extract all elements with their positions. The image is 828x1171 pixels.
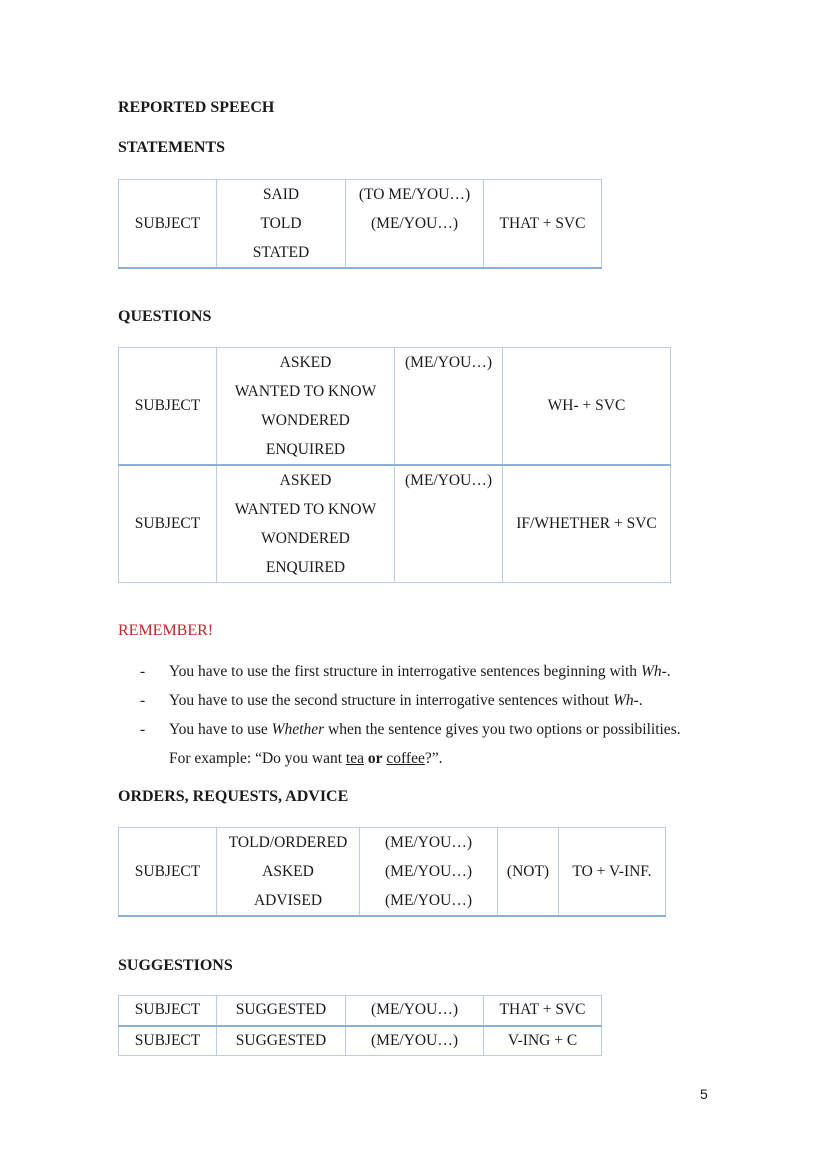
example-word-tea: tea: [345, 750, 364, 767]
questions-verb: WANTED TO KNOW: [234, 383, 377, 400]
questions-object: [395, 465, 503, 583]
questions-object-text: (ME/YOU…): [405, 472, 492, 489]
suggestions-heading: SUGGESTIONS: [118, 957, 233, 974]
page-title: REPORTED SPEECH: [118, 99, 275, 116]
statements-verb: SAID: [262, 186, 300, 203]
example-word-coffee: coffee: [386, 750, 425, 767]
questions-verbs: [217, 465, 395, 583]
orders-negation: (NOT): [498, 828, 559, 917]
questions-verbs: [217, 348, 395, 466]
orders-verb: ASKED: [262, 863, 314, 880]
list-item: [140, 657, 740, 686]
bullet-dash: -: [140, 721, 146, 738]
bullet-dash: -: [140, 692, 146, 709]
questions-verb: WONDERED: [261, 530, 350, 547]
remember-italic: Wh-: [612, 692, 639, 709]
remember-list: [140, 657, 740, 773]
suggestions-subject: SUBJECT: [119, 996, 217, 1026]
suggestions-result: THAT + SVC: [484, 996, 602, 1026]
questions-verb: ENQUIRED: [265, 441, 346, 458]
statements-result: THAT + SVC: [484, 180, 602, 269]
statements-object: (ME/YOU…): [371, 215, 458, 232]
orders-heading: ORDERS, REQUESTS, ADVICE: [118, 788, 349, 805]
questions-table: [118, 347, 671, 583]
table-row: [119, 996, 602, 1026]
orders-objects: [360, 828, 498, 917]
remember-end: .: [666, 663, 671, 680]
page-number: 5: [700, 1086, 708, 1102]
statements-verb: TOLD: [260, 215, 302, 232]
orders-verb: ADVISED: [253, 892, 323, 909]
statements-subject: SUBJECT: [119, 180, 217, 269]
questions-result: WH- + SVC: [503, 348, 671, 466]
statements-object: (TO ME/YOU…): [358, 186, 471, 203]
table-row: [119, 1026, 602, 1056]
remember-heading: REMEMBER!: [118, 622, 214, 639]
orders-verbs: [217, 828, 360, 917]
table-row: [119, 348, 671, 466]
questions-subject: SUBJECT: [119, 465, 217, 583]
example-or: or: [367, 750, 383, 767]
orders-object: (ME/YOU…): [385, 834, 472, 851]
suggestions-verb: SUGGESTED: [217, 996, 346, 1026]
example-post: ?”.: [424, 750, 443, 767]
orders-table: [118, 827, 666, 917]
remember-text: You have to use the second structure in interrogative sentences without: [169, 692, 613, 709]
orders-subject: SUBJECT: [119, 828, 217, 917]
orders-result: TO + V-INF.: [559, 828, 666, 917]
questions-verb: WANTED TO KNOW: [234, 501, 377, 518]
suggestions-subject: SUBJECT: [119, 1026, 217, 1056]
statements-table: [118, 179, 602, 269]
statements-verb: STATED: [252, 244, 310, 261]
suggestions-object: (ME/YOU…): [346, 996, 484, 1026]
questions-object-text: (ME/YOU…): [405, 354, 492, 371]
remember-text-end: when the sentence gives you two options or possibilities.: [324, 721, 681, 738]
statements-heading: STATEMENTS: [118, 139, 225, 156]
questions-verb: ASKED: [279, 472, 332, 489]
statements-verbs: [217, 180, 346, 269]
questions-subject: SUBJECT: [119, 348, 217, 466]
list-item: [140, 686, 740, 715]
statements-objects: [346, 180, 484, 269]
orders-object: (ME/YOU…): [385, 892, 472, 909]
example-pre: For example: “Do you want: [169, 750, 346, 767]
questions-verb: ASKED: [279, 354, 332, 371]
suggestions-verb: SUGGESTED: [217, 1026, 346, 1056]
remember-end: .: [638, 692, 643, 709]
orders-object: (ME/YOU…): [385, 863, 472, 880]
suggestions-result: V-ING + C: [484, 1026, 602, 1056]
questions-verb: WONDERED: [261, 412, 350, 429]
table-row: [119, 465, 671, 583]
remember-italic: Whether: [271, 721, 325, 738]
bullet-dash: -: [140, 663, 146, 680]
questions-result: IF/WHETHER + SVC: [503, 465, 671, 583]
remember-italic: Wh-: [640, 663, 667, 680]
questions-verb: ENQUIRED: [265, 559, 346, 576]
remember-text: You have to use: [169, 721, 272, 738]
orders-verb: TOLD/ORDERED: [228, 834, 348, 851]
questions-object: [395, 348, 503, 466]
questions-heading: QUESTIONS: [118, 308, 212, 325]
remember-text: You have to use the first structure in interrogative sentences beginning with: [169, 663, 641, 680]
suggestions-object: (ME/YOU…): [346, 1026, 484, 1056]
list-item: [140, 715, 740, 773]
suggestions-table: [118, 995, 602, 1056]
